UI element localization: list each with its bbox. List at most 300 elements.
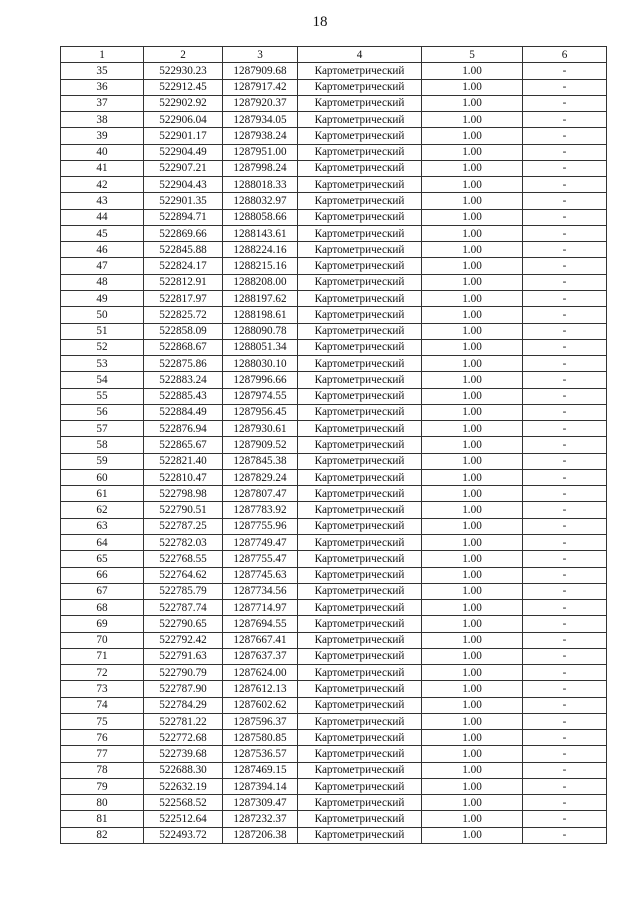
x-coordinate-cell: 522868.67 [144,339,223,355]
y-coordinate-cell: 1288208.00 [223,274,298,290]
point-number-cell: 57 [61,421,144,437]
y-coordinate-cell: 1288143.61 [223,225,298,241]
accuracy-cell: 1.00 [422,79,523,95]
accuracy-cell: 1.00 [422,502,523,518]
table-row [61,258,607,274]
table-row [61,421,607,437]
point-number-cell: 81 [61,811,144,827]
method-cell: Картометрический [298,534,422,550]
y-coordinate-cell: 1287917.42 [223,79,298,95]
accuracy-cell: 1.00 [422,63,523,79]
table-row [61,762,607,778]
method-cell: Картометрический [298,144,422,160]
x-coordinate-cell: 522790.79 [144,665,223,681]
accuracy-cell: 1.00 [422,388,523,404]
y-coordinate-cell: 1287829.24 [223,469,298,485]
accuracy-cell: 1.00 [422,762,523,778]
column-header: 4 [298,47,422,63]
x-coordinate-cell: 522784.29 [144,697,223,713]
y-coordinate-cell: 1287938.24 [223,128,298,144]
x-coordinate-cell: 522824.17 [144,258,223,274]
note-cell: - [523,209,607,225]
x-coordinate-cell: 522790.65 [144,616,223,632]
y-coordinate-cell: 1287612.13 [223,681,298,697]
note-cell: - [523,437,607,453]
x-coordinate-cell: 522902.92 [144,95,223,111]
point-number-cell: 49 [61,290,144,306]
method-cell: Картометрический [298,372,422,388]
table-row [61,388,607,404]
method-cell: Картометрический [298,551,422,567]
accuracy-cell: 1.00 [422,225,523,241]
y-coordinate-cell: 1288030.10 [223,356,298,372]
accuracy-cell: 1.00 [422,404,523,420]
point-number-cell: 68 [61,600,144,616]
note-cell: - [523,762,607,778]
method-cell: Картометрический [298,616,422,632]
y-coordinate-cell: 1287745.63 [223,567,298,583]
point-number-cell: 70 [61,632,144,648]
y-coordinate-cell: 1287624.00 [223,665,298,681]
method-cell: Картометрический [298,307,422,323]
point-number-cell: 46 [61,242,144,258]
y-coordinate-cell: 1287930.61 [223,421,298,437]
accuracy-cell: 1.00 [422,437,523,453]
accuracy-cell: 1.00 [422,323,523,339]
x-coordinate-cell: 522812.91 [144,274,223,290]
method-cell: Картометрический [298,160,422,176]
point-number-cell: 40 [61,144,144,160]
table-row [61,372,607,388]
note-cell: - [523,551,607,567]
x-coordinate-cell: 522787.25 [144,518,223,534]
note-cell: - [523,356,607,372]
y-coordinate-cell: 1288198.61 [223,307,298,323]
table-row [61,112,607,128]
table-row [61,209,607,225]
accuracy-cell: 1.00 [422,258,523,274]
method-cell: Картометрический [298,79,422,95]
x-coordinate-cell: 522791.63 [144,648,223,664]
accuracy-cell: 1.00 [422,567,523,583]
table-row [61,453,607,469]
table-header-row [61,47,607,63]
note-cell: - [523,144,607,160]
table-row [61,486,607,502]
method-cell: Картометрический [298,404,422,420]
table-row [61,616,607,632]
method-cell: Картометрический [298,209,422,225]
point-number-cell: 47 [61,258,144,274]
x-coordinate-cell: 522875.86 [144,356,223,372]
accuracy-cell: 1.00 [422,583,523,599]
point-number-cell: 77 [61,746,144,762]
table-row [61,437,607,453]
x-coordinate-cell: 522688.30 [144,762,223,778]
point-number-cell: 36 [61,79,144,95]
x-coordinate-cell: 522901.17 [144,128,223,144]
accuracy-cell: 1.00 [422,290,523,306]
method-cell: Картометрический [298,583,422,599]
table-row [61,290,607,306]
method-cell: Картометрический [298,323,422,339]
x-coordinate-cell: 522512.64 [144,811,223,827]
accuracy-cell: 1.00 [422,242,523,258]
point-number-cell: 72 [61,665,144,681]
table-row [61,746,607,762]
note-cell: - [523,795,607,811]
y-coordinate-cell: 1287783.92 [223,502,298,518]
note-cell: - [523,665,607,681]
y-coordinate-cell: 1287394.14 [223,778,298,794]
method-cell: Картометрический [298,95,422,111]
x-coordinate-cell: 522865.67 [144,437,223,453]
x-coordinate-cell: 522792.42 [144,632,223,648]
point-number-cell: 60 [61,469,144,485]
note-cell: - [523,290,607,306]
accuracy-cell: 1.00 [422,746,523,762]
point-number-cell: 51 [61,323,144,339]
point-number-cell: 79 [61,778,144,794]
point-number-cell: 54 [61,372,144,388]
accuracy-cell: 1.00 [422,144,523,160]
table-row [61,534,607,550]
table-row [61,404,607,420]
x-coordinate-cell: 522772.68 [144,730,223,746]
point-number-cell: 76 [61,730,144,746]
table-row [61,307,607,323]
point-number-cell: 62 [61,502,144,518]
y-coordinate-cell: 1287580.85 [223,730,298,746]
accuracy-cell: 1.00 [422,95,523,111]
accuracy-cell: 1.00 [422,681,523,697]
method-cell: Картометрический [298,437,422,453]
accuracy-cell: 1.00 [422,112,523,128]
note-cell: - [523,648,607,664]
note-cell: - [523,177,607,193]
x-coordinate-cell: 522845.88 [144,242,223,258]
note-cell: - [523,453,607,469]
accuracy-cell: 1.00 [422,632,523,648]
accuracy-cell: 1.00 [422,616,523,632]
point-number-cell: 45 [61,225,144,241]
coordinates-table [60,46,607,844]
note-cell: - [523,112,607,128]
point-number-cell: 55 [61,388,144,404]
y-coordinate-cell: 1287996.66 [223,372,298,388]
table-row [61,225,607,241]
note-cell: - [523,193,607,209]
note-cell: - [523,730,607,746]
x-coordinate-cell: 522821.40 [144,453,223,469]
note-cell: - [523,95,607,111]
table-row [61,697,607,713]
accuracy-cell: 1.00 [422,778,523,794]
y-coordinate-cell: 1287951.00 [223,144,298,160]
x-coordinate-cell: 522493.72 [144,827,223,843]
x-coordinate-cell: 522858.09 [144,323,223,339]
note-cell: - [523,258,607,274]
y-coordinate-cell: 1288197.62 [223,290,298,306]
y-coordinate-cell: 1287536.57 [223,746,298,762]
y-coordinate-cell: 1287469.15 [223,762,298,778]
point-number-cell: 50 [61,307,144,323]
method-cell: Картометрический [298,356,422,372]
method-cell: Картометрический [298,469,422,485]
accuracy-cell: 1.00 [422,274,523,290]
note-cell: - [523,697,607,713]
accuracy-cell: 1.00 [422,339,523,355]
note-cell: - [523,583,607,599]
point-number-cell: 74 [61,697,144,713]
point-number-cell: 61 [61,486,144,502]
table-row [61,160,607,176]
table-row [61,356,607,372]
x-coordinate-cell: 522782.03 [144,534,223,550]
note-cell: - [523,534,607,550]
accuracy-cell: 1.00 [422,534,523,550]
note-cell: - [523,225,607,241]
y-coordinate-cell: 1288018.33 [223,177,298,193]
y-coordinate-cell: 1287909.68 [223,63,298,79]
table-row [61,323,607,339]
x-coordinate-cell: 522876.94 [144,421,223,437]
point-number-cell: 56 [61,404,144,420]
table-row [61,79,607,95]
x-coordinate-cell: 522907.21 [144,160,223,176]
point-number-cell: 52 [61,339,144,355]
table-row [61,274,607,290]
accuracy-cell: 1.00 [422,356,523,372]
note-cell: - [523,681,607,697]
accuracy-cell: 1.00 [422,811,523,827]
accuracy-cell: 1.00 [422,600,523,616]
table-row [61,583,607,599]
method-cell: Картометрический [298,242,422,258]
note-cell: - [523,128,607,144]
y-coordinate-cell: 1287909.52 [223,437,298,453]
y-coordinate-cell: 1287755.96 [223,518,298,534]
note-cell: - [523,307,607,323]
note-cell: - [523,518,607,534]
y-coordinate-cell: 1288224.16 [223,242,298,258]
point-number-cell: 64 [61,534,144,550]
point-number-cell: 71 [61,648,144,664]
y-coordinate-cell: 1287998.24 [223,160,298,176]
y-coordinate-cell: 1287956.45 [223,404,298,420]
x-coordinate-cell: 522798.98 [144,486,223,502]
y-coordinate-cell: 1287667.41 [223,632,298,648]
accuracy-cell: 1.00 [422,713,523,729]
column-header: 3 [223,47,298,63]
note-cell: - [523,79,607,95]
table-row [61,518,607,534]
y-coordinate-cell: 1287934.05 [223,112,298,128]
note-cell: - [523,404,607,420]
x-coordinate-cell: 522764.62 [144,567,223,583]
x-coordinate-cell: 522901.35 [144,193,223,209]
note-cell: - [523,63,607,79]
method-cell: Картометрический [298,339,422,355]
accuracy-cell: 1.00 [422,665,523,681]
method-cell: Картометрический [298,453,422,469]
method-cell: Картометрический [298,746,422,762]
method-cell: Картометрический [298,762,422,778]
x-coordinate-cell: 522785.79 [144,583,223,599]
accuracy-cell: 1.00 [422,128,523,144]
x-coordinate-cell: 522906.04 [144,112,223,128]
x-coordinate-cell: 522787.74 [144,600,223,616]
point-number-cell: 53 [61,356,144,372]
x-coordinate-cell: 522790.51 [144,502,223,518]
y-coordinate-cell: 1288090.78 [223,323,298,339]
method-cell: Картометрический [298,778,422,794]
page-number: 18 [312,14,328,30]
y-coordinate-cell: 1288058.66 [223,209,298,225]
y-coordinate-cell: 1288215.16 [223,258,298,274]
y-coordinate-cell: 1287694.55 [223,616,298,632]
x-coordinate-cell: 522894.71 [144,209,223,225]
x-coordinate-cell: 522883.24 [144,372,223,388]
table-row [61,502,607,518]
note-cell: - [523,502,607,518]
y-coordinate-cell: 1287232.37 [223,811,298,827]
table-row [61,551,607,567]
table-row [61,95,607,111]
point-number-cell: 75 [61,713,144,729]
note-cell: - [523,600,607,616]
note-cell: - [523,274,607,290]
point-number-cell: 67 [61,583,144,599]
point-number-cell: 42 [61,177,144,193]
point-number-cell: 43 [61,193,144,209]
column-header: 2 [144,47,223,63]
table-row [61,730,607,746]
x-coordinate-cell: 522739.68 [144,746,223,762]
table-row [61,665,607,681]
table-row [61,648,607,664]
note-cell: - [523,486,607,502]
x-coordinate-cell: 522568.52 [144,795,223,811]
note-cell: - [523,746,607,762]
point-number-cell: 39 [61,128,144,144]
note-cell: - [523,339,607,355]
y-coordinate-cell: 1288032.97 [223,193,298,209]
y-coordinate-cell: 1287596.37 [223,713,298,729]
note-cell: - [523,632,607,648]
table-row [61,632,607,648]
point-number-cell: 38 [61,112,144,128]
method-cell: Картометрический [298,502,422,518]
x-coordinate-cell: 522930.23 [144,63,223,79]
table-row [61,567,607,583]
method-cell: Картометрический [298,713,422,729]
note-cell: - [523,160,607,176]
accuracy-cell: 1.00 [422,697,523,713]
point-number-cell: 65 [61,551,144,567]
x-coordinate-cell: 522885.43 [144,388,223,404]
method-cell: Картометрический [298,177,422,193]
table-row [61,339,607,355]
point-number-cell: 35 [61,63,144,79]
method-cell: Картометрический [298,730,422,746]
note-cell: - [523,713,607,729]
method-cell: Картометрический [298,681,422,697]
accuracy-cell: 1.00 [422,209,523,225]
accuracy-cell: 1.00 [422,469,523,485]
method-cell: Картометрический [298,486,422,502]
table-row [61,193,607,209]
y-coordinate-cell: 1287920.37 [223,95,298,111]
table-row [61,177,607,193]
point-number-cell: 66 [61,567,144,583]
method-cell: Картометрический [298,290,422,306]
point-number-cell: 69 [61,616,144,632]
accuracy-cell: 1.00 [422,827,523,843]
point-number-cell: 37 [61,95,144,111]
point-number-cell: 82 [61,827,144,843]
accuracy-cell: 1.00 [422,177,523,193]
table-row [61,681,607,697]
accuracy-cell: 1.00 [422,453,523,469]
note-cell: - [523,323,607,339]
note-cell: - [523,616,607,632]
accuracy-cell: 1.00 [422,421,523,437]
point-number-cell: 48 [61,274,144,290]
method-cell: Картометрический [298,567,422,583]
table-row [61,811,607,827]
x-coordinate-cell: 522768.55 [144,551,223,567]
table-row [61,128,607,144]
y-coordinate-cell: 1287734.56 [223,583,298,599]
column-header: 5 [422,47,523,63]
note-cell: - [523,567,607,583]
note-cell: - [523,469,607,485]
table-body [61,63,607,844]
x-coordinate-cell: 522787.90 [144,681,223,697]
accuracy-cell: 1.00 [422,486,523,502]
method-cell: Картометрический [298,518,422,534]
method-cell: Картометрический [298,421,422,437]
column-header: 1 [61,47,144,63]
x-coordinate-cell: 522904.49 [144,144,223,160]
point-number-cell: 63 [61,518,144,534]
accuracy-cell: 1.00 [422,307,523,323]
table-row [61,242,607,258]
x-coordinate-cell: 522817.97 [144,290,223,306]
note-cell: - [523,778,607,794]
note-cell: - [523,811,607,827]
point-number-cell: 73 [61,681,144,697]
x-coordinate-cell: 522912.45 [144,79,223,95]
x-coordinate-cell: 522884.49 [144,404,223,420]
point-number-cell: 41 [61,160,144,176]
x-coordinate-cell: 522810.47 [144,469,223,485]
x-coordinate-cell: 522904.43 [144,177,223,193]
note-cell: - [523,421,607,437]
method-cell: Картометрический [298,827,422,843]
y-coordinate-cell: 1287206.38 [223,827,298,843]
note-cell: - [523,372,607,388]
method-cell: Картометрический [298,388,422,404]
point-number-cell: 44 [61,209,144,225]
method-cell: Картометрический [298,632,422,648]
accuracy-cell: 1.00 [422,648,523,664]
accuracy-cell: 1.00 [422,160,523,176]
accuracy-cell: 1.00 [422,518,523,534]
point-number-cell: 80 [61,795,144,811]
method-cell: Картометрический [298,112,422,128]
